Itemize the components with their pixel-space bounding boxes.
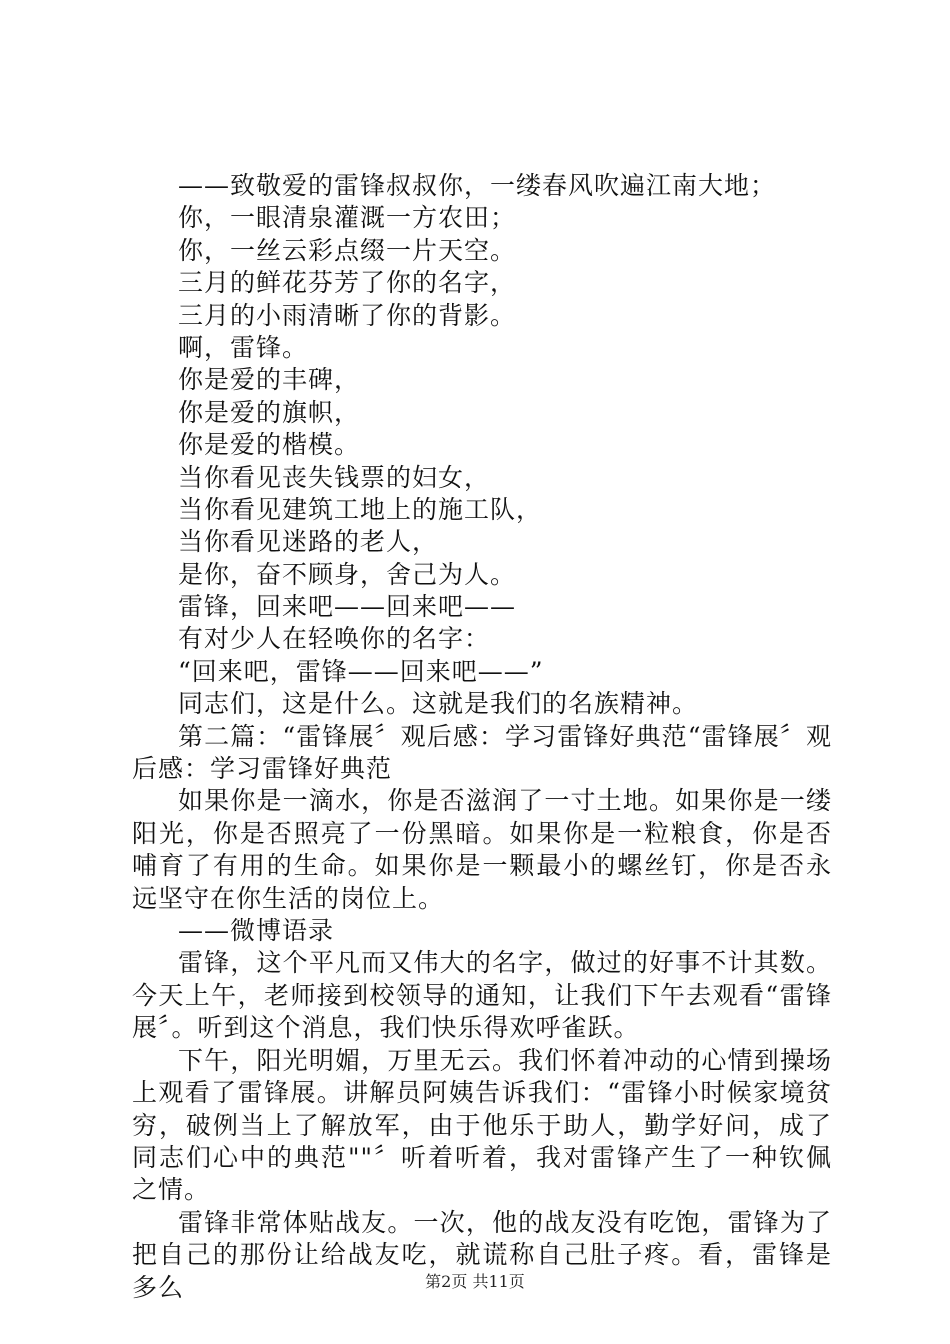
poem-line: 当你看见建筑工地上的施工队， <box>178 494 543 524</box>
body-paragraph: 下午，阳光明媚，万里无云。我们怀着冲动的心情到操场上观看了雷锋展。讲解员阿姨告诉我们：“雷锋小时候家境贫穷，破例当上了解放军，由于他乐于助人，勤学好问，成了同志们心中的典范""〞听着听着，我对雷锋产生了一种钦佩之情。 <box>132 1045 832 1205</box>
poem-line: 三月的小雨清晰了你的背影。 <box>178 300 517 330</box>
poem-line: 当你看见迷路的老人， <box>178 527 439 557</box>
document-body <box>132 170 832 1304</box>
poem-line: 你，一丝云彩点缀一片天空。 <box>178 235 517 265</box>
body-paragraph: 如果你是一滴水，你是否滋润了一寸土地。如果你是一缕阳光，你是否照亮了一份黑暗。如果你是一粒粮食，你是否哺育了有用的生命。如果你是一颗最小的螺丝钉，你是否永远坚守在你生活的岗位上。 <box>132 786 832 913</box>
poem-line: 你是爱的旗帜， <box>178 397 361 427</box>
poem-line: 雷锋，回来吧——回来吧—— <box>178 592 517 622</box>
poem-line: 啊，雷锋。 <box>178 332 309 362</box>
body-paragraph: 雷锋非常体贴战友。一次，他的战友没有吃饱，雷锋为了把自己的那份让给战友吃，就谎称自己肚子疼。看，雷锋是多么 <box>132 1207 832 1302</box>
poem-line: 你是爱的丰碑， <box>178 365 361 395</box>
quote-attribution: ——微博语录 <box>178 916 335 946</box>
poem-line: “回来吧，雷锋——回来吧——” <box>178 656 544 686</box>
section-heading: 第二篇：“雷锋展〞观后感：学习雷锋好典范“雷锋展〞观后感：学习雷锋好典范 <box>132 721 832 784</box>
poem-line: 你，一眼清泉灌溉一方农田； <box>178 203 517 233</box>
body-paragraph: 雷锋，这个平凡而又伟大的名字，做过的好事不计其数。今天上午，老师接到校领导的通知，让我们下午去观看“雷锋展〞。听到这个消息，我们快乐得欢呼雀跃。 <box>132 948 832 1043</box>
poem-line: 你是爱的楷模。 <box>178 430 361 460</box>
poem-line: ——致敬爱的雷锋叔叔你，一缕春风吹遍江南大地； <box>178 171 777 200</box>
poem-line: 是你，奋不顾身，舍己为人。 <box>178 559 517 589</box>
poem-line: 同志们，这是什么。这就是我们的名族精神。 <box>178 689 699 719</box>
page-footer: 第2页 共11页 <box>425 1272 525 1291</box>
poem-line: 当你看见丧失钱票的妇女， <box>178 462 491 492</box>
poem-line: 有对少人在轻唤你的名字： <box>178 624 491 654</box>
poem-line: 三月的鲜花芬芳了你的名字， <box>178 268 517 298</box>
